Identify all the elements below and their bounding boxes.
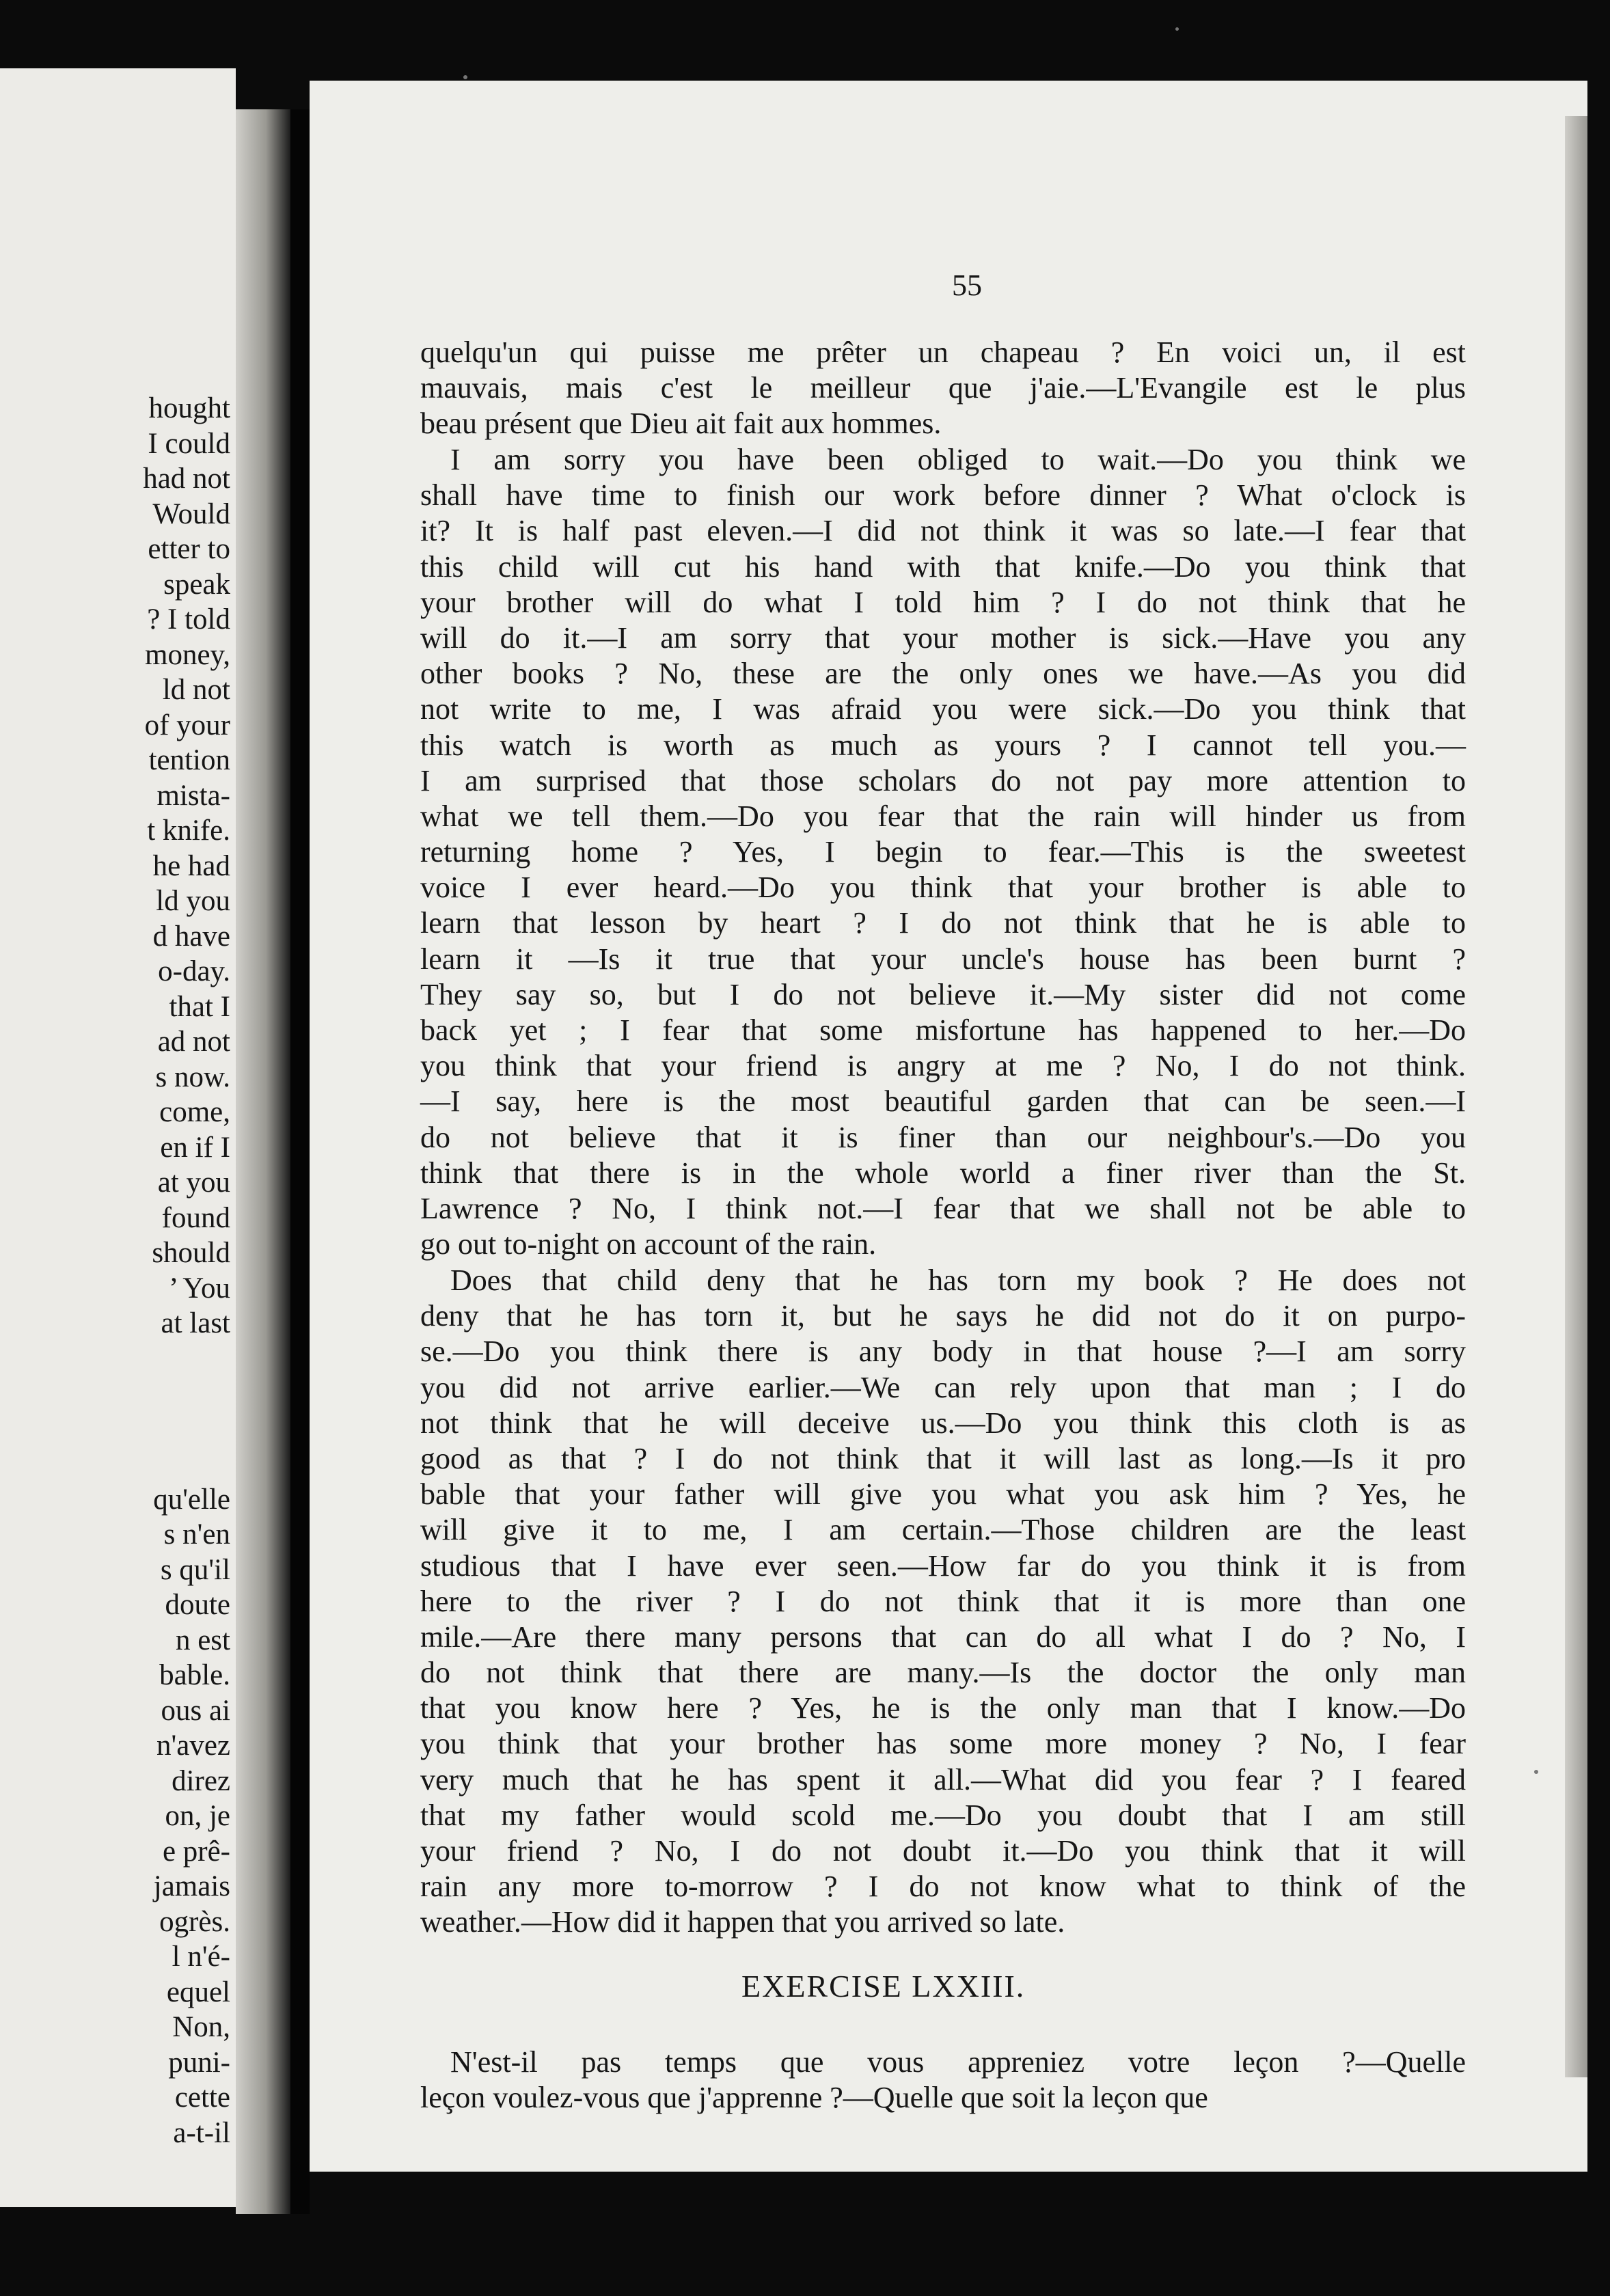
left-page-text-fragments [5,391,230,2150]
text-line: They say so, but I do not believe it.—My sister did not come [420,977,1466,1011]
left-page [0,68,236,2207]
text-line: good as that ? I do not think that it will last as long.—Is it pro [420,1441,1466,1475]
text-line: se.—Do you think there is any body in that house ?—I am sorry [420,1335,1466,1369]
fragment-line: etter to [148,533,230,565]
fragment-line: ’ You [168,1272,230,1304]
fragment-line: he had [152,849,230,882]
fragment-line [5,1341,230,1377]
scan-speck [463,75,467,79]
text-line: not write to me, I was afraid you were sick.—Do you think that [420,692,1466,726]
fragment-line: Would [152,497,230,530]
fragment-line: I could [148,427,230,460]
fragment-line: Non, [172,2011,230,2043]
fragment-line: ous ai [161,1694,230,1727]
text-line: your friend ? No, I do not doubt it.—Do you think that it will [420,1834,1466,1868]
text-line: will give it to me, I am certain.—Those children are the least [420,1513,1466,1547]
fragment-line [5,1412,230,1447]
text-line: not think that he will deceive us.—Do you think this cloth is as [420,1406,1466,1440]
text-line: that my father would scold me.—Do you doubt that I am still [420,1798,1466,1832]
fragment-line: found [161,1201,230,1234]
fragment-line: hought [148,392,230,424]
text-line: bable that your father will give you what you ask him ? Yes, he [420,1477,1466,1512]
text-line: back yet ; I fear that some misfortune has happened to her.—Do [420,1013,1466,1047]
fragment-line: money, [145,638,230,671]
text-line: here to the river ? I do not think that it is more than one [420,1584,1466,1618]
text-line: I am surprised that those scholars do not pay more attention to [420,763,1466,797]
text-line: this child will cut his hand with that knife.—Do you think that [420,549,1466,584]
fragment-line: at last [161,1307,230,1339]
text-line: what we tell them.—Do you fear that the rain will hinder us from [420,799,1466,833]
page-number-text: 55 [952,269,982,302]
fragment-line: at you [157,1166,230,1199]
fragment-line: t knife. [147,815,230,847]
fragment-line: bable. [159,1659,230,1691]
scan-speck [1534,1770,1538,1774]
paragraph-1 [420,335,1466,442]
text-line: mauvais, mais c'est le meilleur que j'aie.—L'Evangile est le plus [420,371,1466,405]
text-line: quelqu'un qui puisse me prêter un chapeau ? En voici un, il est [420,336,1466,369]
fragment-line [5,1376,230,1412]
text-line: learn that lesson by heart ? I do not think that he is able to [420,906,1466,940]
text-line: studious that I have ever seen.—How far do you think it is from [420,1548,1466,1583]
left-page-edge [236,109,290,2214]
text-line: learn it —Is it true that your uncle's house has been burnt ? [420,942,1466,976]
scan-speck [1175,27,1179,31]
fragment-line: come, [159,1096,230,1128]
fragment-line: l n'é- [172,1941,230,1973]
text-line: rain any more to-morrow ? I do not know what to think of the [420,1870,1466,1904]
fragment-line: a-t-il [173,2116,230,2149]
text-line: do not think that there are many.—Is the doctor the only man [420,1656,1466,1690]
text-line: returning home ? Yes, I begin to fear.—This is the sweetest [420,835,1466,869]
text-line: very much that he has spent it all.—What did you fear ? I feared [420,1762,1466,1796]
fragment-line: on, je [165,1800,230,1832]
text-line: leçon voulez-vous que j'apprenne ?—Quelle que soit la leçon que [420,2081,1208,2115]
fragment-line: en if I [160,1131,230,1164]
text-line: deny that he has torn it, but he says he did not do it on purpo- [420,1299,1466,1333]
fragment-line: that I [169,990,230,1023]
text-line: think that there is in the whole world a finer river than the St. [420,1156,1466,1190]
text-line: I am sorry you have been obliged to wait.—Do you think we [450,443,1466,476]
paragraph-4 [420,2045,1466,2116]
text-line: this watch is worth as much as yours ? I cannot tell you.— [420,728,1466,762]
text-line: go out to-night on account of the rain. [420,1227,877,1261]
text-line: your brother will do what I told him ? I do not think that he [420,585,1466,619]
fragment-line: of your [144,709,230,741]
fragment-line: speak [163,568,230,601]
text-line: —I say, here is the most beautiful garden that can be seen.—I [420,1084,1466,1119]
text-line: will do it.—I am sorry that your mother is sick.—Have you any [420,620,1466,655]
fragment-line: o-day. [158,955,230,987]
fragment-line: ld not [162,674,230,706]
paragraph-2 [420,442,1466,1262]
paragraph-3 [420,1263,1466,1941]
text-line: other books ? No, these are the only ones we have.—As you did [420,657,1466,691]
right-page-edge [1565,116,1587,2077]
fragment-line: d have [152,920,230,953]
fragment-line: s now. [155,1061,230,1093]
fragment-line: n'avez [156,1730,230,1762]
text-line: that you know here ? Yes, he is the only man that I know.—Do [420,1691,1466,1725]
text-line: beau présent que Dieu ait fait aux hommes. [420,407,942,441]
text-line: voice I ever heard.—Do you think that your brother is able to [420,871,1466,905]
fragment-line: cette [174,2081,230,2114]
text-line: shall have time to finish our work before dinner ? What o'clock is [420,478,1466,512]
fragment-line: jamais [153,1870,230,1902]
fragment-line: ogrès. [159,1905,230,1938]
fragment-line: e prê- [162,1835,230,1868]
fragment-line: ad not [157,1026,230,1058]
fragment-line: s qu'il [160,1553,230,1586]
fragment-line: should [152,1237,230,1269]
text-line: Lawrence ? No, I think not.—I fear that we shall not be able to [420,1191,1466,1225]
fragment-line: qu'elle [153,1483,230,1516]
fragment-line: s n'en [163,1518,230,1550]
fragment-line: ? I told [147,603,230,636]
fragment-line: equel [166,1976,230,2008]
text-line: N'est-il pas temps que vous appreniez votre leçon ?—Quelle [450,2045,1466,2079]
text-line: you did not arrive earlier.—We can rely upon that man ; I do [420,1370,1466,1404]
fragment-line: tention [148,744,230,776]
text-line: Does that child deny that he has torn my book ? He does not [450,1263,1466,1297]
fragment-line: ld you [156,885,230,917]
fragment-line: had not [143,463,230,495]
text-line: you think that your brother has some more money ? No, I fear [420,1727,1466,1761]
text-line: mile.—Are there many persons that can do all what I do ? No, I [420,1620,1466,1654]
fragment-line: direz [172,1764,230,1797]
fragment-line: mista- [156,779,230,812]
fragment-line: doute [165,1589,230,1621]
fragment-line: n est [175,1624,230,1656]
exercise-heading: EXERCISE LXXIII. [741,1969,1026,2004]
fragment-line [5,1447,230,1482]
text-line: you think that your friend is angry at me ? No, I do not think. [420,1049,1466,1083]
book-gutter [290,109,310,2214]
text-line: do not believe that it is finer than our neighbour's.—Do you [420,1120,1466,1154]
text-line: it? It is half past eleven.—I did not think it was so late.—I fear that [420,514,1466,548]
fragment-line: puni- [168,2046,230,2079]
text-line: weather.—How did it happen that you arrived so late. [420,1905,1065,1939]
